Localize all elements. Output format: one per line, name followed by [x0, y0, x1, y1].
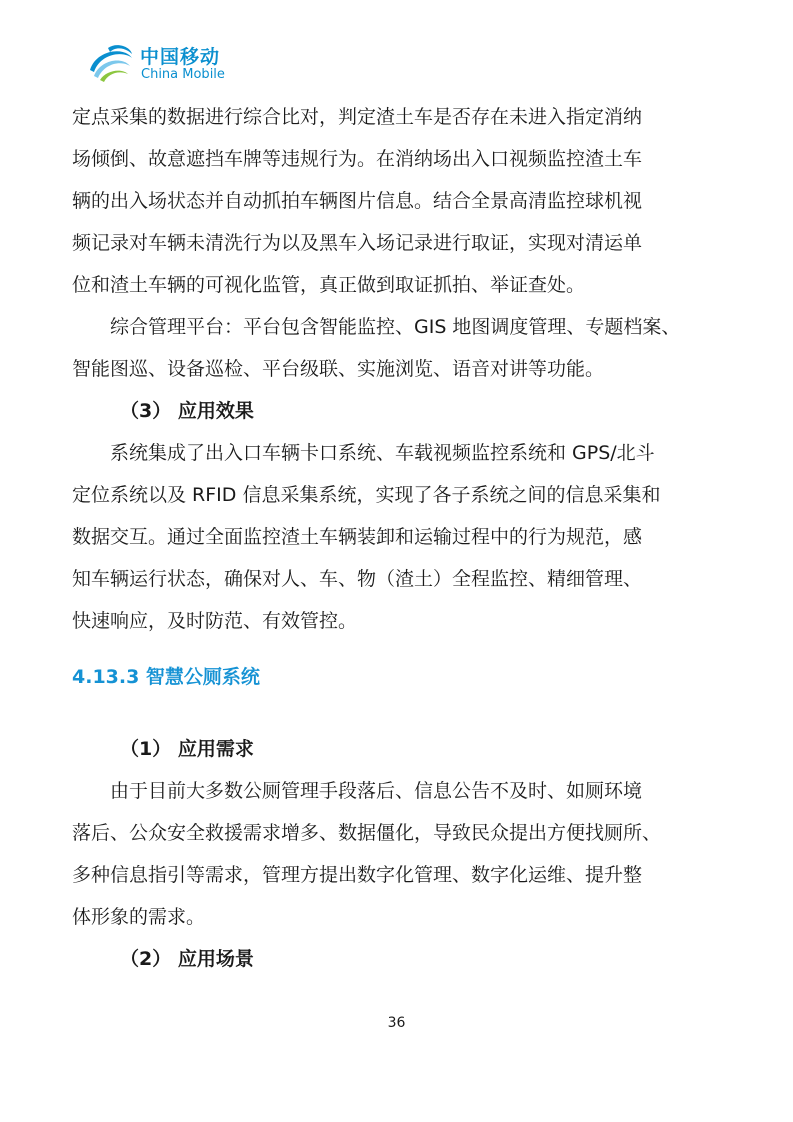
- text-line: 系统集成了出入口车辆卡口系统、车载视频监控系统和 GPS/北斗: [110, 442, 655, 464]
- text-line: 由于目前大多数公厕管理手段落后、信息公告不及时、如厕环境: [110, 780, 643, 802]
- text-line: 综合管理平台：平台包含智能监控、GIS 地图调度管理、专题档案、: [110, 316, 681, 338]
- subheading-application-effect: （3） 应用效果: [120, 400, 254, 422]
- document-body: [72, 96, 724, 980]
- china-mobile-logo: [86, 40, 236, 88]
- text-line: 定位系统以及 RFID 信息采集系统，实现了各子系统之间的信息采集和: [72, 484, 661, 506]
- logo-english-text: China Mobile: [141, 67, 225, 82]
- paragraph-need: [72, 770, 724, 938]
- text-line: 辆的出入场状态并自动抓拍车辆图片信息。结合全景高清监控球机视: [72, 190, 643, 212]
- text-line: 快速响应，及时防范、有效管控。: [72, 610, 358, 632]
- text-line: 落后、公众安全救援需求增多、数据僵化，导致民众提出方便找厕所、: [72, 822, 662, 844]
- china-mobile-logo-icon: [86, 40, 136, 86]
- section-heading-smart-toilet: 4.13.3 智慧公厕系统: [72, 666, 260, 688]
- subheading-application-scene: （2） 应用场景: [120, 948, 254, 970]
- paragraph-evidence: [72, 96, 724, 306]
- text-line: 场倾倒、故意遮挡车牌等违规行为。在消纳场出入口视频监控渣土车: [72, 148, 643, 170]
- text-line: 多种信息指引等需求，管理方提出数字化管理、数字化运维、提升整: [72, 864, 643, 886]
- text-line: 数据交互。通过全面监控渣土车辆装卸和运输过程中的行为规范，感: [72, 526, 643, 548]
- page-number: 36: [387, 1015, 406, 1031]
- paragraph-effect: [72, 432, 724, 642]
- text-line: 体形象的需求。: [72, 906, 206, 928]
- text-line: 定点采集的数据进行综合比对，判定渣土车是否存在未进入指定消纳: [72, 106, 643, 128]
- subheading-application-need: （1） 应用需求: [120, 738, 254, 760]
- logo-chinese-text: 中国移动: [140, 46, 221, 68]
- text-line: 知车辆运行状态，确保对人、车、物（渣土）全程监控、精细管理、: [72, 568, 643, 590]
- paragraph-platform: [72, 306, 724, 390]
- text-line: 位和渣土车辆的可视化监管，真正做到取证抓拍、举证查处。: [72, 274, 586, 296]
- text-line: 频记录对车辆未清洗行为以及黑车入场记录进行取证，实现对清运单: [72, 232, 643, 254]
- text-line: 智能图巡、设备巡检、平台级联、实施浏览、语音对讲等功能。: [72, 358, 605, 380]
